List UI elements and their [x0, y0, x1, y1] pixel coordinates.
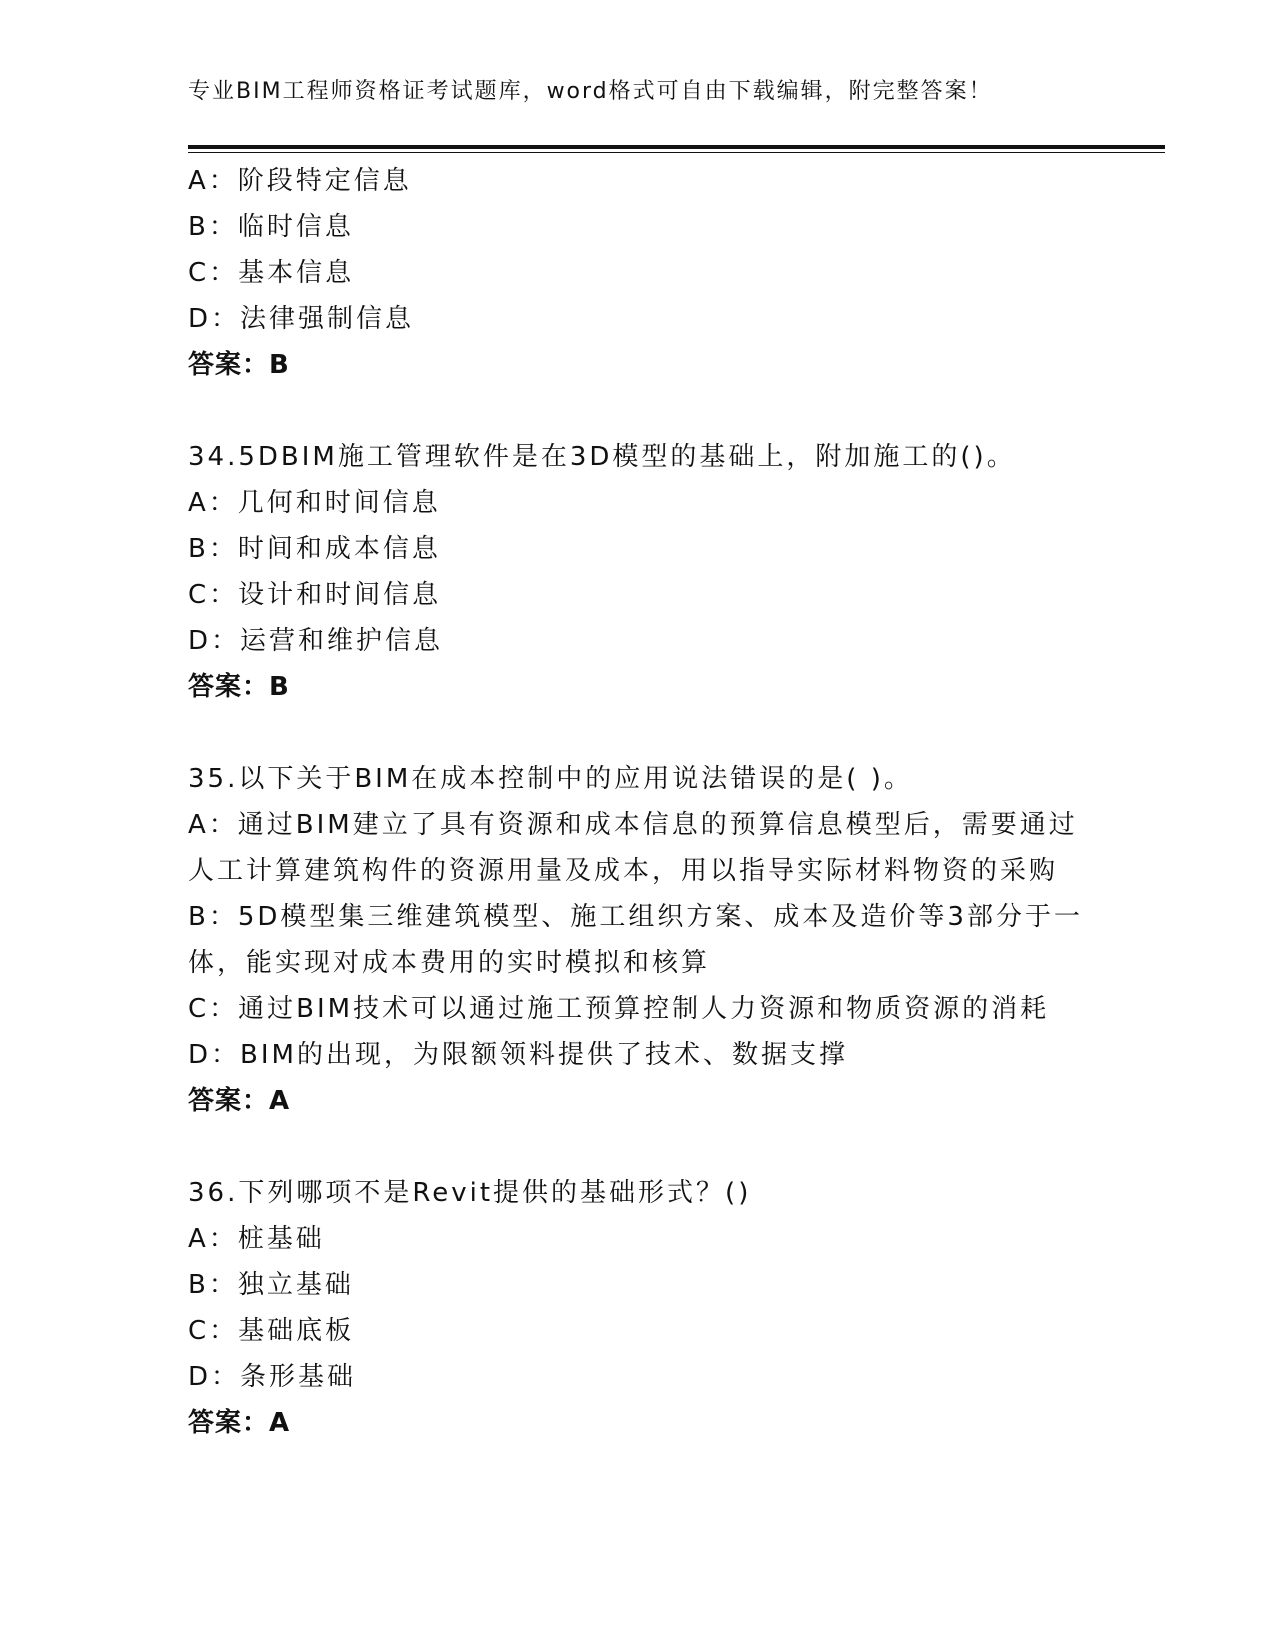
question-35 — [188, 756, 1088, 1124]
header-divider-thick — [188, 145, 1165, 149]
option-d: D：运营和维护信息 — [188, 626, 444, 656]
option-c: C：基础底板 — [188, 1316, 355, 1346]
option-a: A：通过BIM建立了具有资源和成本信息的预算信息模型后，需要通过人工计算建筑构件的资源用量及成本，用以指导实际材料物资的采购 — [188, 810, 1078, 886]
question-33 — [188, 158, 1088, 388]
option-c: C：设计和时间信息 — [188, 580, 442, 610]
spacer — [188, 710, 1088, 756]
option-a: A：几何和时间信息 — [188, 488, 441, 518]
option-a: A：桩基础 — [188, 1224, 325, 1254]
question-34 — [188, 434, 1088, 710]
question-list — [188, 158, 1088, 1446]
option-b: B：时间和成本信息 — [188, 534, 441, 564]
option-a: A：阶段特定信息 — [188, 166, 412, 196]
spacer — [188, 1124, 1088, 1170]
answer-line: 答案：B — [188, 672, 290, 702]
answer-line: 答案：A — [188, 1086, 291, 1116]
answer-line: 答案：A — [188, 1408, 291, 1438]
question-stem: 36.下列哪项不是Revit提供的基础形式？() — [188, 1178, 752, 1208]
option-c: C：基本信息 — [188, 258, 355, 288]
question-stem: 35.以下关于BIM在成本控制中的应用说法错误的是( )。 — [188, 764, 913, 794]
option-d: D：条形基础 — [188, 1362, 357, 1392]
page-header: 专业BIM工程师资格证考试题库，word格式可自由下载编辑，附完整答案！ — [188, 79, 993, 104]
answer-line: 答案：B — [188, 350, 290, 380]
option-c: C：通过BIM技术可以通过施工预算控制人力资源和物质资源的消耗 — [188, 994, 1050, 1024]
spacer — [188, 388, 1088, 434]
option-b: B：独立基础 — [188, 1270, 354, 1300]
option-d: D：BIM的出现，为限额领料提供了技术、数据支撑 — [188, 1040, 848, 1070]
option-d: D：法律强制信息 — [188, 304, 415, 334]
question-36 — [188, 1170, 1088, 1446]
option-b: B：5D模型集三维建筑模型、施工组织方案、成本及造价等3部分于一体，能实现对成本费用的实时模拟和核算 — [188, 902, 1083, 978]
header-divider-thin — [188, 152, 1165, 153]
question-stem: 34.5DBIM施工管理软件是在3D模型的基础上，附加施工的()。 — [188, 442, 1016, 472]
option-b: B：临时信息 — [188, 212, 354, 242]
